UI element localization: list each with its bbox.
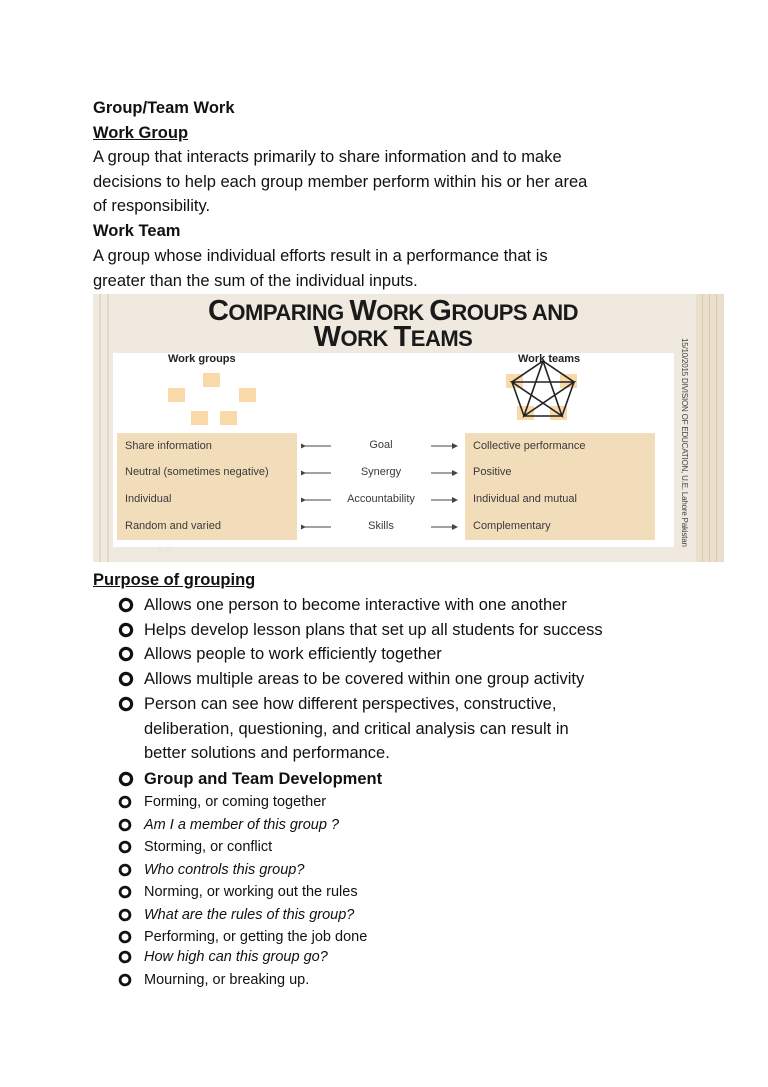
member-square-icon — [220, 411, 237, 425]
hollow-circle-bullet-icon — [118, 671, 134, 687]
work-groups-heading: Work groups — [168, 353, 236, 365]
hollow-circle-bullet-icon — [118, 771, 134, 787]
work-team-line-1: A group whose individual efforts result in a performance that is — [93, 247, 548, 265]
synergy-label: Synergy — [331, 466, 431, 478]
team-synergy-cell: Positive — [465, 459, 655, 486]
hollow-circle-bullet-icon — [118, 973, 132, 987]
work-teams-heading: Work teams — [518, 353, 581, 365]
hollow-circle-bullet-icon — [118, 696, 134, 712]
work-team-title: Work Team — [93, 222, 181, 240]
group-goal-cell: Share information — [117, 433, 297, 459]
document-heading: Group/Team Work — [93, 99, 235, 117]
accountability-label: Accountability — [331, 493, 431, 505]
hollow-circle-bullet-icon — [118, 622, 134, 638]
work-group-title: Work Group — [93, 123, 189, 142]
hollow-circle-bullet-icon — [118, 908, 132, 922]
comparison-slide — [93, 294, 724, 562]
slide-side-bar — [696, 294, 724, 562]
group-accountability-cell: Individual — [117, 486, 297, 513]
comparison-figure — [113, 353, 674, 547]
work-group-line-2: decisions to help each group member perform within his or her area — [93, 172, 588, 191]
hollow-circle-bullet-icon — [118, 863, 132, 877]
member-square-icon — [239, 388, 256, 402]
hollow-circle-bullet-icon — [118, 950, 132, 964]
group-skills-cell: Random and varied — [117, 513, 297, 540]
team-skills-cell: Complementary — [465, 513, 655, 540]
slide-side-caption: 15/10/2015 DIVISION OF EDUCATION, U.E. Lahore Pakistan — [680, 338, 689, 547]
hollow-circle-bullet-icon — [118, 597, 134, 613]
member-square-icon — [168, 388, 185, 402]
slide-title-line-1: COMPARING WORK GROUPS AND — [207, 295, 579, 327]
slide-title-line-2: WORK TEAMS — [313, 321, 473, 353]
purpose-title: Purpose of grouping — [93, 571, 256, 589]
member-square-icon — [191, 411, 208, 425]
skills-label: Skills — [331, 520, 431, 532]
hollow-circle-bullet-icon — [118, 885, 132, 899]
slide-number: 9–5 — [158, 546, 172, 555]
work-team-line-2: greater than the sum of the individual inputs. — [93, 271, 418, 290]
goal-label: Goal — [331, 439, 431, 451]
member-square-icon — [203, 373, 220, 387]
team-accountability-cell: Individual and mutual — [465, 486, 655, 513]
pentagram-network-icon — [508, 358, 578, 420]
hollow-circle-bullet-icon — [118, 646, 134, 662]
document-page: Group/Team Work Work Group A group that interacts primarily to share information and to make decisions to help each group member perform within his or her area of responsibility. Work Team A group whose individual efforts result in a performance that is greater than the sum of the individual inputs. COMPARING WORK GROUPS AND WORK TEAMS Work groups Work teams Share information Neutral (sometimes negative) Individual Random and varied Collective performance Positive Individual and mutual Complementary Goal Synergy Accountability Skills 9–5 15/10/2015 DIVISION OF EDUCATION, U.E. Lahore Pakistan Purpose of grouping Allows one person to become interactive with one another Helps develop lesson plans that set up all students for success Allows people to work efficiently together Allows multiple areas to be covered within one group activity Person can see how different perspectives, constructive, deliberation, questioning, and critical analysis can result in better solutions and performance. Group and Team Development Forming, or coming together Am I a member of this group ? Storming, or conflict Who controls this group? Norming, or working out the rules What are the rules of this group? Performing, or getting the job done How high can this group go? Mourning, or breaking up. — [0, 0, 768, 1087]
work-group-line-1: A group that interacts primarily to share information and to make — [93, 148, 562, 166]
group-synergy-cell: Neutral (sometimes negative) — [117, 459, 297, 486]
hollow-circle-bullet-icon — [118, 930, 132, 944]
hollow-circle-bullet-icon — [118, 840, 132, 854]
team-goal-cell: Collective performance — [465, 433, 655, 459]
work-group-line-3: of responsibility. — [93, 197, 211, 215]
hollow-circle-bullet-icon — [118, 818, 132, 832]
hollow-circle-bullet-icon — [118, 795, 132, 809]
